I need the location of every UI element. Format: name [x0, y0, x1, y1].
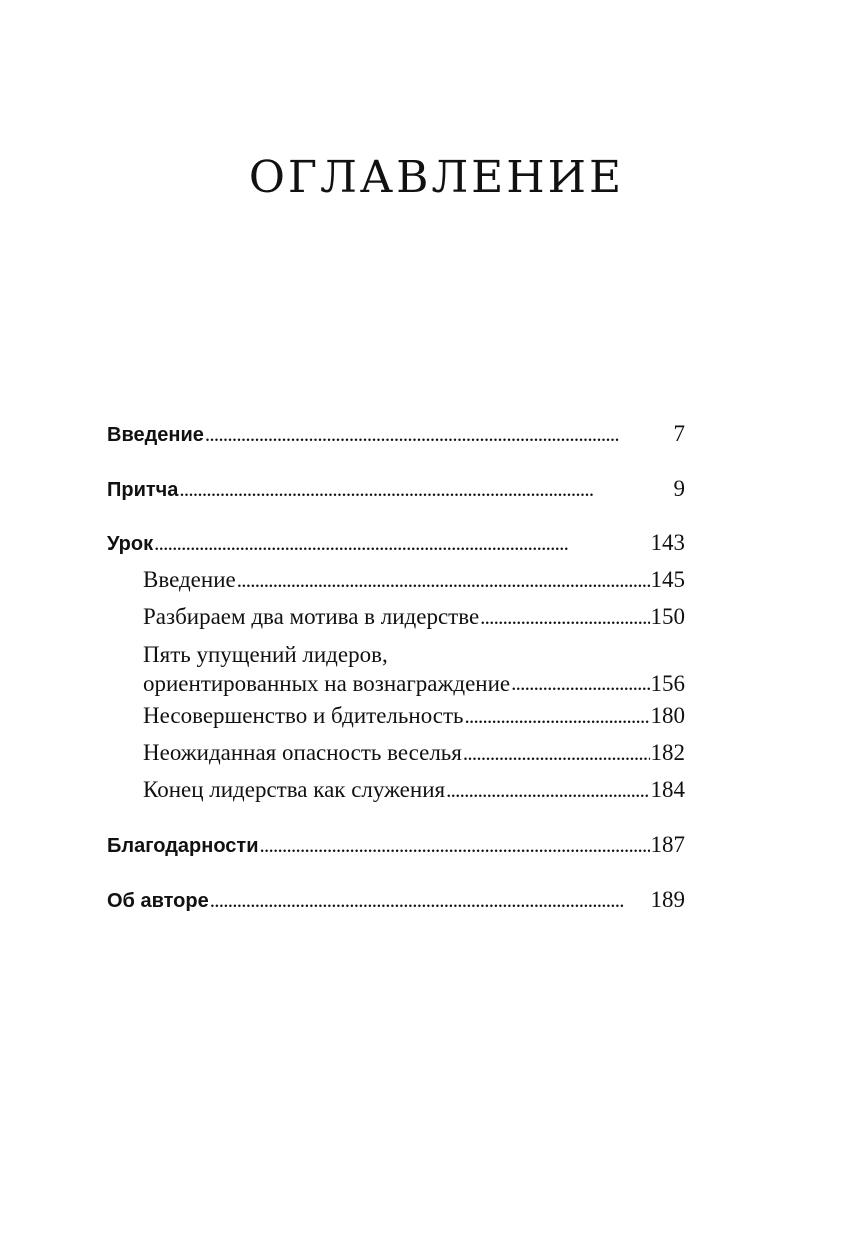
- toc-subentry-servant-leadership[interactable]: [143, 775, 685, 805]
- toc-subentry-intro[interactable]: [143, 565, 685, 595]
- dot-leader: [154, 529, 649, 558]
- dot-leader: [237, 566, 650, 595]
- toc-entry-label: Несовершенство и бдительность: [143, 703, 464, 728]
- toc-entry-label: Неожиданная опасность веселья: [143, 740, 462, 765]
- dot-leader: [205, 420, 673, 449]
- toc-subentry-five-omissions[interactable]: [143, 640, 685, 698]
- toc-entry-parable[interactable]: [107, 474, 685, 505]
- toc-page-number: 156: [650, 671, 685, 696]
- toc-entry-label: Разбираем два мотива в лидерстве: [143, 604, 480, 629]
- page-title: ОГЛАВЛЕНИЕ: [248, 152, 625, 203]
- toc-entry-label: Притча: [107, 479, 179, 501]
- toc-page-number: 184: [650, 777, 685, 802]
- dot-leader: [511, 669, 649, 698]
- toc-entry-lesson[interactable]: [107, 528, 685, 559]
- toc-page-number: 143: [650, 530, 685, 555]
- dot-leader: [446, 776, 649, 805]
- toc-subentry-fun-danger[interactable]: [143, 738, 685, 768]
- dot-leader: [210, 886, 650, 915]
- toc-page-number: 150: [650, 604, 685, 629]
- toc-page-number: 189: [650, 887, 685, 912]
- toc-entry-label: Благодарности: [107, 835, 259, 857]
- toc-entry-label: Введение: [107, 424, 204, 446]
- toc-page-number: 9: [673, 476, 685, 501]
- toc-page-number: 187: [650, 832, 685, 857]
- toc-entry-acknowledgements[interactable]: [107, 830, 685, 861]
- toc-page-number: 7: [673, 421, 685, 446]
- dot-leader: [260, 831, 650, 860]
- dot-leader: [179, 475, 672, 504]
- toc-entry-about-author[interactable]: [107, 885, 685, 916]
- toc-page-number: 145: [650, 567, 685, 592]
- dot-leader: [465, 702, 650, 731]
- toc-entry-intro[interactable]: [107, 419, 685, 450]
- toc-entry-label-line2: ориентированных на вознаграждение: [143, 671, 511, 696]
- dot-leader: [463, 739, 650, 768]
- toc-entry-label: [143, 640, 510, 698]
- toc-page-number: 182: [650, 740, 685, 765]
- toc-entry-label: Урок: [107, 533, 154, 555]
- toc-subentry-imperfection[interactable]: [143, 701, 685, 731]
- toc-entry-label: Конец лидерства как служения: [143, 777, 446, 802]
- toc-entry-label: Введение: [143, 567, 236, 592]
- toc-entry-label: Об авторе: [107, 890, 209, 912]
- toc-page-number: 180: [650, 703, 685, 728]
- toc-subentry-two-motives[interactable]: [143, 602, 685, 632]
- dot-leader: [480, 603, 649, 632]
- toc-entry-label-line1: Пять упущений лидеров,: [143, 642, 388, 667]
